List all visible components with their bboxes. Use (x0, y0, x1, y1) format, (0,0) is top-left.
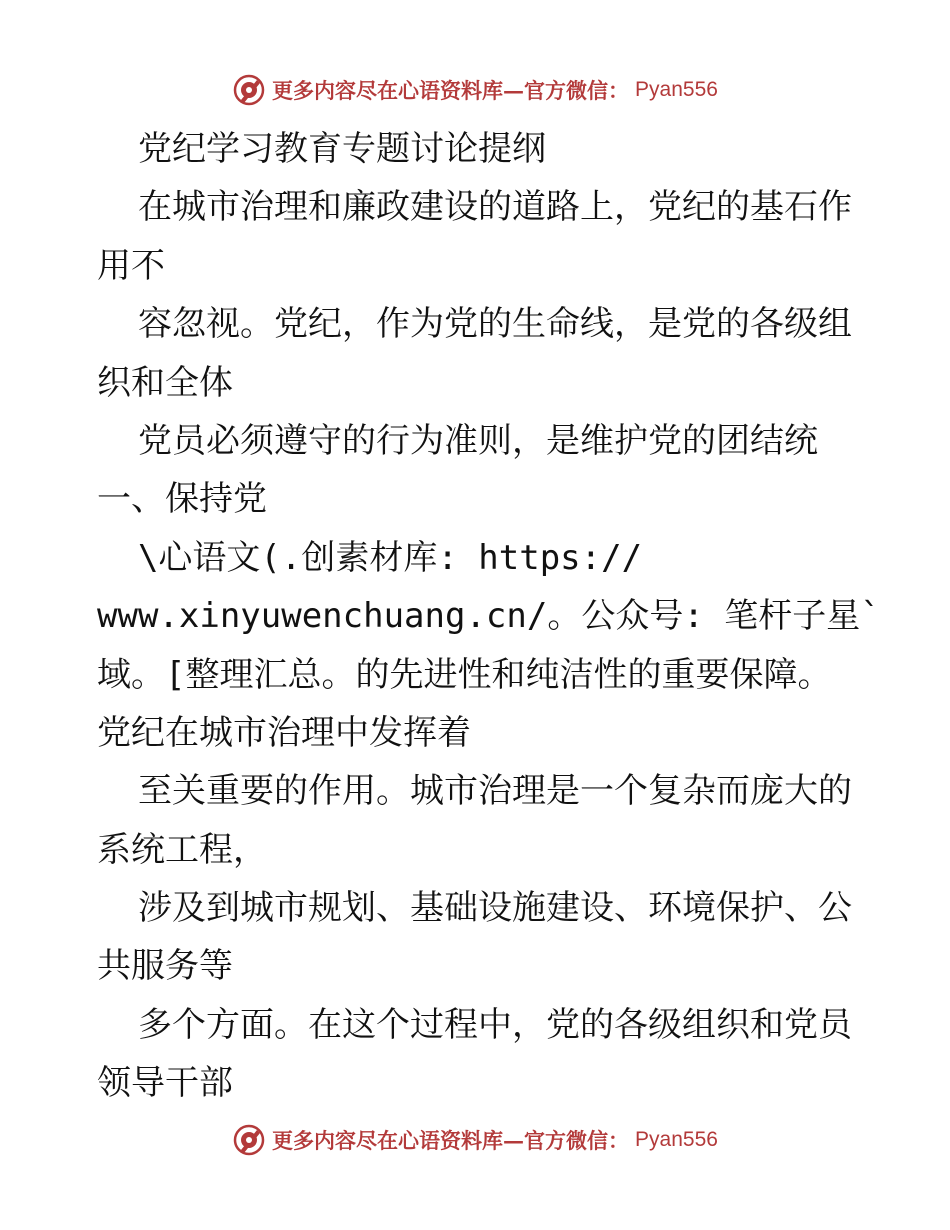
text-line: 多个方面。在这个过程中，党的各级组织和党员 (97, 1004, 852, 1045)
doc-title: 党纪学习教育专题讨论提纲 (97, 129, 546, 169)
quill-seal-icon (232, 73, 266, 107)
text-line: 在城市治理和廉政建设的道路上，党纪的基石作 (97, 187, 852, 228)
text-line: 涉及到城市规划、基础设施建设、环境保护、公 (97, 888, 852, 929)
text-line: \心语文(.创素材库: https:// (97, 537, 643, 578)
header-banner (0, 70, 950, 110)
text-line: 用不 (97, 245, 165, 286)
footer-banner-text: 更多内容尽在心语资料库—官方微信： (272, 1128, 630, 1153)
document-body (97, 120, 897, 1113)
text-line: 域。[整理汇总。的先进性和纯洁性的重要保障。 (97, 654, 832, 695)
text-line: 织和全体 (97, 362, 233, 403)
text-line: 至关重要的作用。城市治理是一个复杂而庞大的 (97, 771, 852, 812)
text-line: 领导干部 (97, 1063, 233, 1104)
text-line: 党纪在城市治理中发挥着 (97, 712, 471, 753)
text-line: 系统工程， (97, 829, 267, 870)
footer-wechat-id: Pyan556 (635, 1128, 718, 1151)
footer-banner (0, 1120, 950, 1160)
header-banner-text: 更多内容尽在心语资料库—官方微信： (272, 78, 630, 103)
text-line: 党员必须遵守的行为准则，是维护党的团结统 (97, 420, 818, 461)
text-line: 共服务等 (97, 946, 233, 987)
text-line: 一、保持党 (97, 479, 267, 520)
text-line: www.xinyuwenchuang.cn/。公众号: 笔杆子星` (97, 596, 881, 637)
header-wechat-id: Pyan556 (635, 78, 718, 101)
quill-seal-icon (232, 1123, 266, 1157)
text-line: 容忽视。党纪，作为党的生命线，是党的各级组 (97, 304, 852, 345)
